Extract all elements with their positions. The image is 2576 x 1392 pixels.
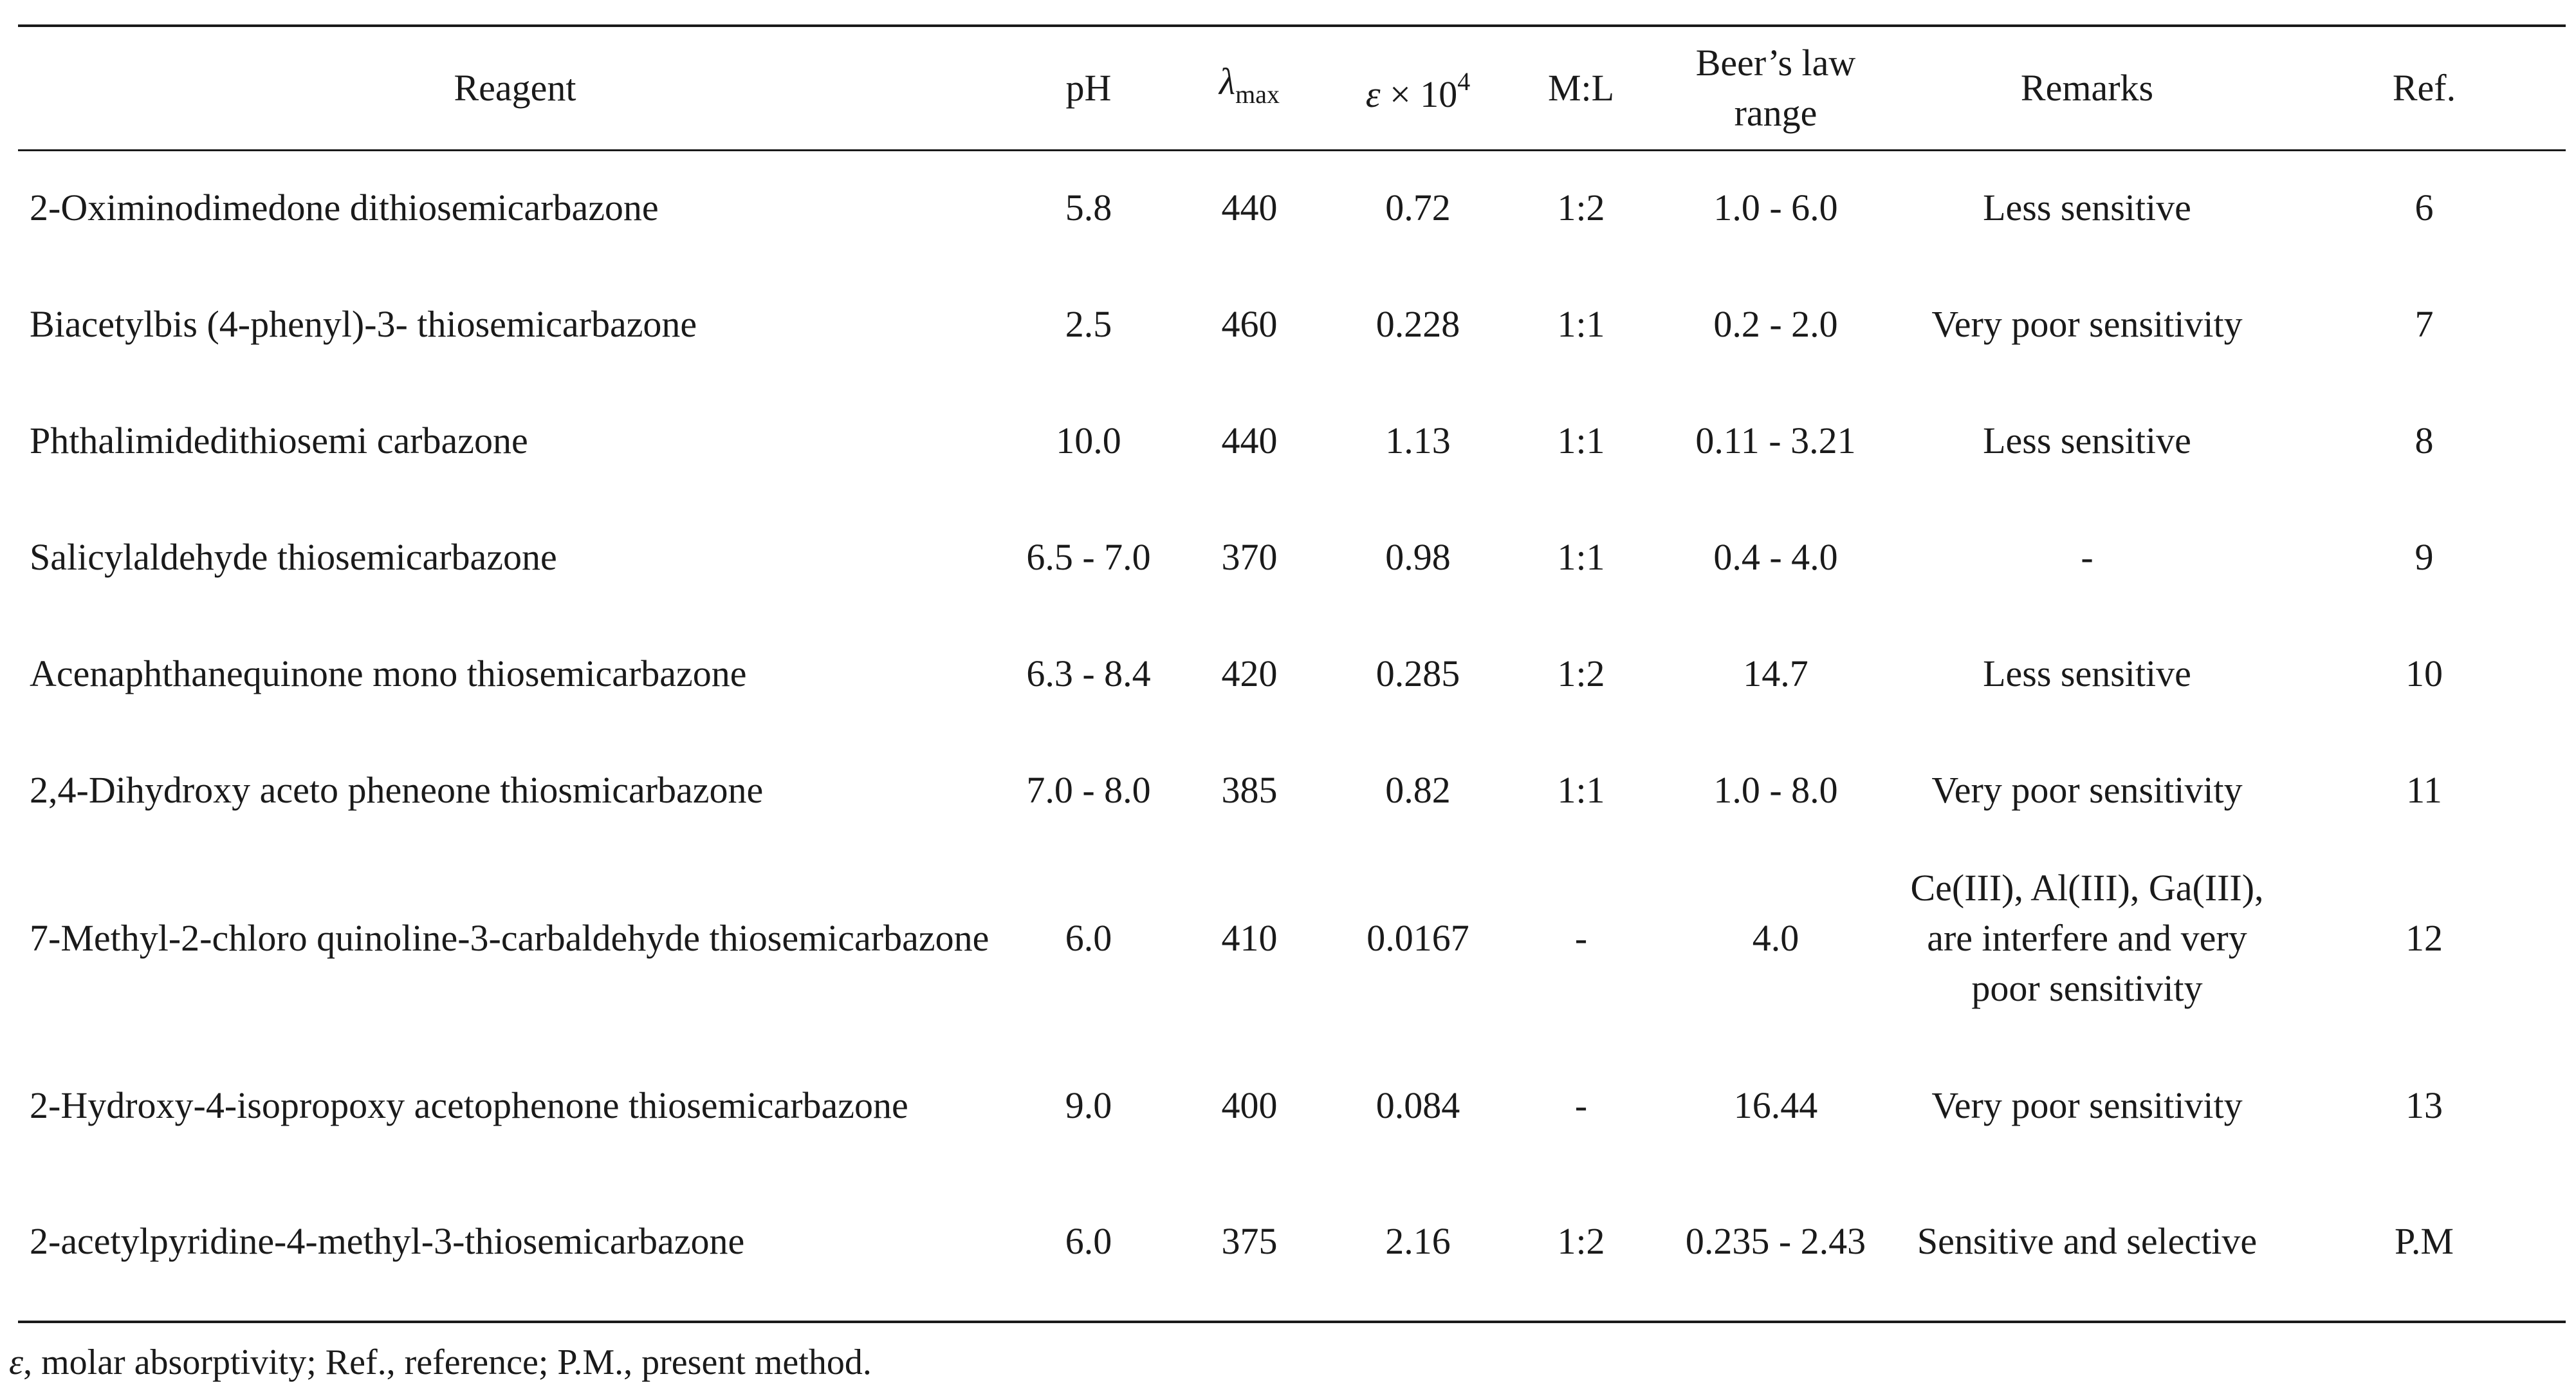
cell-ref: 11	[2406, 768, 2442, 811]
cell-lambda: 370	[1221, 535, 1278, 578]
cell-reagent: Acenaphthanequinone mono thiosemicarbazone	[30, 652, 747, 694]
cell-ref: 9	[2415, 535, 2434, 578]
cell-reagent: Biacetylbis (4-phenyl)-3- thiosemicarbazone	[30, 302, 697, 345]
epsilon-symbol: ε	[1365, 73, 1381, 115]
cell-ml: 1:2	[1557, 186, 1605, 228]
reagent-comparison-table	[18, 27, 2566, 1299]
cell-epsilon: 0.0167	[1366, 917, 1469, 959]
cell-ref: 7	[2415, 302, 2434, 345]
cell-lambda: 410	[1221, 917, 1278, 959]
cell-remarks: Very poor sensitivity	[1931, 302, 2243, 345]
footnote-epsilon-symbol: ε	[9, 1342, 24, 1382]
cell-remarks: Sensitive and selective	[1917, 1220, 2258, 1262]
cell-reagent: Salicylaldehyde thiosemicarbazone	[30, 535, 557, 578]
cell-ph: 6.0	[1065, 1220, 1112, 1262]
cell-epsilon: 1.13	[1385, 419, 1451, 461]
cell-ph: 7.0 - 8.0	[1026, 768, 1151, 811]
cell-beer: 4.0	[1752, 917, 1799, 959]
cell-ml: 1:1	[1557, 419, 1605, 461]
cell-remarks: Very poor sensitivity	[1931, 768, 2243, 811]
cell-lambda: 420	[1221, 652, 1278, 694]
cell-epsilon: 0.82	[1385, 768, 1451, 811]
table-row	[18, 615, 2566, 732]
cell-remarks: Less sensitive	[1983, 419, 2191, 461]
cell-ml: 1:1	[1557, 768, 1605, 811]
cell-ref: 12	[2406, 917, 2443, 959]
cell-reagent: Phthalimidedithiosemi carbazone	[30, 419, 528, 461]
footnote-text: , molar absorptivity; Ref., reference; P.M., present method.	[23, 1342, 872, 1382]
cell-epsilon: 0.228	[1375, 302, 1460, 345]
cell-ph: 9.0	[1065, 1084, 1112, 1126]
cell-ref: P.M	[2395, 1220, 2454, 1262]
lambda-symbol: λ	[1219, 60, 1236, 102]
cell-beer: 0.11 - 3.21	[1695, 419, 1856, 461]
header-beers-law-range: Beer’s law range	[1695, 42, 1856, 134]
cell-beer: 0.235 - 2.43	[1685, 1220, 1866, 1262]
cell-beer: 1.0 - 8.0	[1713, 768, 1838, 811]
cell-ph: 10.0	[1056, 419, 1121, 461]
header-reagent: Reagent	[454, 67, 576, 109]
cell-ml: 1:2	[1557, 1220, 1605, 1262]
cell-ph: 6.0	[1065, 917, 1112, 959]
cell-lambda: 460	[1221, 302, 1278, 345]
cell-beer: 14.7	[1743, 652, 1808, 694]
cell-epsilon: 2.16	[1385, 1220, 1451, 1262]
cell-reagent: 2,4-Dihydroxy aceto pheneone thiosmicarbazone	[30, 768, 764, 811]
cell-ref: 10	[2406, 652, 2443, 694]
cell-beer: 16.44	[1733, 1084, 1818, 1126]
cell-epsilon: 0.98	[1385, 535, 1451, 578]
cell-ml: -	[1574, 1084, 1588, 1126]
table-row	[18, 848, 2566, 1028]
cell-lambda: 440	[1221, 419, 1278, 461]
table-row	[18, 266, 2566, 382]
table-row	[18, 149, 2566, 266]
cell-epsilon: 0.72	[1385, 186, 1451, 228]
cell-ph: 2.5	[1065, 302, 1112, 345]
epsilon-exponent: 4	[1457, 67, 1471, 96]
table-row	[18, 1028, 2566, 1183]
cell-ph: 6.3 - 8.4	[1026, 652, 1151, 694]
table-bottom-rule	[18, 1321, 2566, 1323]
cell-epsilon: 0.084	[1375, 1084, 1460, 1126]
header-ref: Ref.	[2392, 67, 2456, 109]
table-footnote	[9, 1340, 872, 1385]
epsilon-multiplier: × 10	[1380, 73, 1458, 115]
cell-lambda: 440	[1221, 186, 1278, 228]
cell-ref: 8	[2415, 419, 2434, 461]
cell-remarks: Ce(III), Al(III), Ga(III), are interfere and very poor sensitivity	[1910, 867, 2264, 1009]
cell-beer: 0.4 - 4.0	[1713, 535, 1838, 578]
header-epsilon	[1334, 27, 1502, 149]
table-row	[18, 1183, 2566, 1299]
cell-ml: 1:1	[1557, 302, 1605, 345]
cell-remarks: Very poor sensitivity	[1931, 1084, 2243, 1126]
cell-remarks: -	[2081, 535, 2093, 578]
cell-lambda: 375	[1221, 1220, 1278, 1262]
cell-ml: 1:2	[1557, 652, 1605, 694]
cell-remarks: Less sensitive	[1983, 186, 2191, 228]
table-row	[18, 382, 2566, 499]
header-remarks: Remarks	[2020, 67, 2154, 109]
table-row	[18, 732, 2566, 848]
cell-beer: 0.2 - 2.0	[1713, 302, 1838, 345]
cell-ml: -	[1574, 917, 1588, 959]
cell-reagent: 7-Methyl-2-chloro quinoline-3-carbaldehyde thiosemicarbazone	[30, 917, 989, 959]
header-ml-ratio: M:L	[1547, 67, 1615, 109]
cell-beer: 1.0 - 6.0	[1713, 186, 1838, 228]
cell-ph: 6.5 - 7.0	[1026, 535, 1151, 578]
cell-reagent: 2-Oximinodimedone dithiosemicarbazone	[30, 186, 659, 228]
cell-reagent: 2-acetylpyridine-4-methyl-3-thiosemicarbazone	[30, 1220, 745, 1262]
cell-reagent: 2-Hydroxy-4-isopropoxy acetophenone thiosemicarbazone	[30, 1084, 908, 1126]
lambda-subscript: max	[1235, 80, 1280, 109]
header-ph: pH	[1065, 67, 1112, 109]
cell-lambda: 400	[1221, 1084, 1278, 1126]
cell-epsilon: 0.285	[1375, 652, 1460, 694]
cell-lambda: 385	[1221, 768, 1278, 811]
cell-remarks: Less sensitive	[1983, 652, 2191, 694]
table-header-row	[18, 27, 2566, 149]
cell-ph: 5.8	[1065, 186, 1112, 228]
cell-ref: 6	[2415, 186, 2434, 228]
cell-ref: 13	[2406, 1084, 2443, 1126]
header-lambda-max	[1165, 27, 1334, 149]
cell-ml: 1:1	[1557, 535, 1605, 578]
table-row	[18, 499, 2566, 615]
